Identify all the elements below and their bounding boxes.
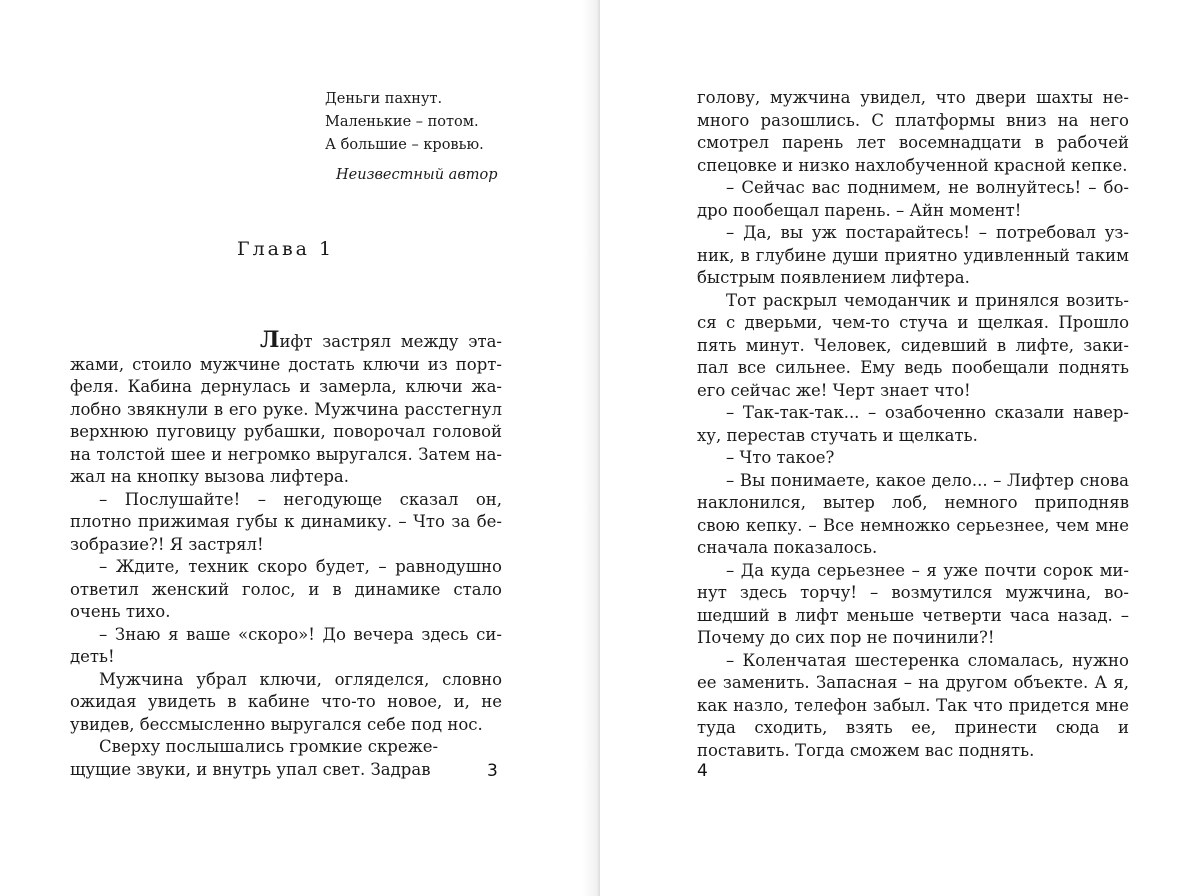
page-number: 3 <box>487 761 498 781</box>
chapter-title: Глава 1 <box>237 238 335 260</box>
paragraph: – Вы понимаете, какое дело... – Лифтер снова наклонился, вытер лоб, немного приподняв свою кепку. – Все немножко серьезнее, чем мне сначала показалось. <box>697 470 1129 557</box>
paragraph: Тот раскрыл чемоданчик и принялся возиться с дверьми, чем-то стуча и щелкая. Прошло пять минут. Человек, сидевший в лифте, закипал все сильнее. Ему ведь пообещали поднять его сейчас же! Черт знает что! <box>697 290 1129 400</box>
epigraph-line: А большие – кровью. <box>325 137 484 153</box>
epigraph-line: Деньги пахнут. <box>325 91 443 107</box>
paragraph: – Так-так-так... – озабоченно сказали наверху, перестав стучать и щелкать. <box>697 403 1129 445</box>
paragraph: – Ждите, техник скоро будет, – равнодушно ответил женский голос, и в динамике стало очень тихо. <box>70 557 502 621</box>
epigraph <box>325 88 545 187</box>
paragraph: Лифт застрял между этажами, стоило мужчине достать ключи из портфеля. Кабина дернулась и замерла, ключи жалобно звякнули в его руке. Мужчина расстегнул верхнюю пуговицу рубашки, поворочал головой на толстой шее и негромко выругался. Затем нажал на кнопку вызова лифтера. <box>70 327 502 486</box>
paragraph: – Да куда серьезнее – я уже почти сорок минут здесь торчу! – возмутился мужчина, вошедший в лифт меньше четверти часа назад. – Почему до сих пор не починили?! <box>697 560 1129 647</box>
right-page-text <box>697 87 1129 762</box>
right-page <box>600 0 1199 896</box>
paragraph: – Да, вы уж постарайтесь! – потребовал узник, в глубине души приятно удивленный таким быстрым появлением лифтера. <box>697 223 1129 287</box>
paragraph: голову, мужчина увидел, что двери шахты немного разошлись. С платформы вниз на него смотрел парень лет восемнадцати в рабочей спецовке и низко нахлобученной красной кепке. <box>697 88 1129 175</box>
paragraph: – Знаю я ваше «скоро»! До вечера здесь сидеть! <box>70 624 502 666</box>
epigraph-author: Неизвестный автор <box>336 167 498 183</box>
paragraph: – Что такое? <box>726 448 835 467</box>
paragraph: Сверху послышались громкие скрежещущие звуки, и внутрь упал свет. Задрав <box>70 737 439 779</box>
paragraph: Мужчина убрал ключи, огляделся, словно ожидая увидеть в кабине что-то новое, и, не увидев, бессмысленно выругался себе под нос. <box>70 669 502 734</box>
paragraph: – Коленчатая шестеренка сломалась, нужно ее заменить. Запасная – на другом объекте. А я, как назло, телефон забыл. Так что придется мне туда сходить, взять ее, принести сюда и поставить. Тогда сможем вас поднять. <box>697 650 1129 760</box>
left-page-text <box>70 329 502 781</box>
left-page <box>0 0 597 896</box>
paragraph: – Послушайте! – негодующе сказал он, плотно прижимая губы к динамику. – Что за безобразие?! Я застрял! <box>70 489 502 554</box>
page-number: 4 <box>697 761 708 781</box>
paragraph: – Сейчас вас поднимем, не волнуйтесь! – бодро пообещал парень. – Айн момент! <box>697 178 1129 220</box>
epigraph-line: Маленькие – потом. <box>325 114 479 130</box>
